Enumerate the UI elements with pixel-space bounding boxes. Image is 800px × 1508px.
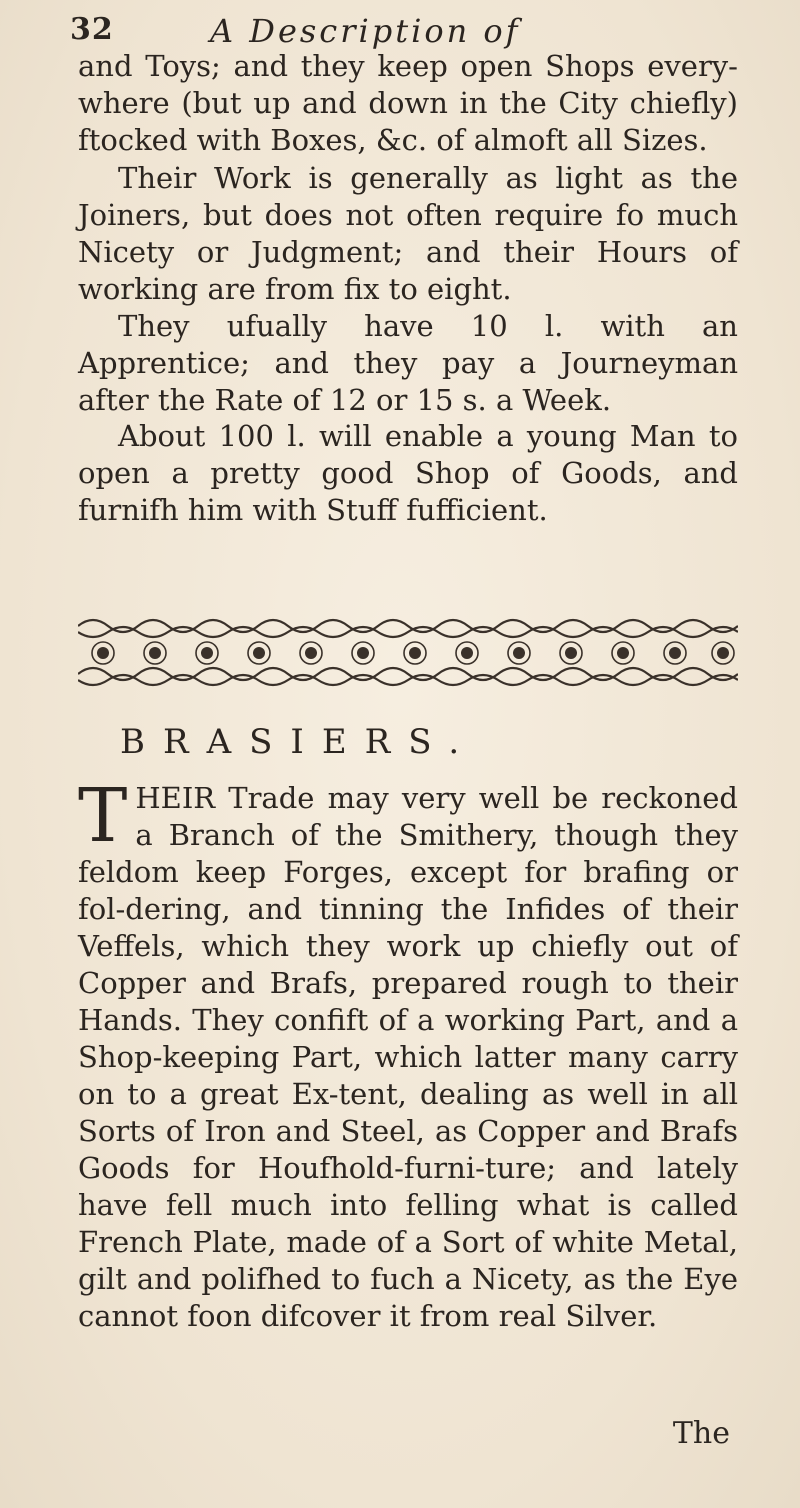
decorative-ornament-band	[78, 612, 738, 692]
paragraph-brasiers	[78, 773, 738, 1335]
running-title: A Description of	[210, 12, 521, 50]
catchword: The	[672, 1416, 730, 1451]
section-heading-brasiers: BRASIERS.	[120, 722, 478, 762]
paragraph-toys: and Toys; and they keep open Shops every-where (but up and down in the City chiefly) ftocked with Boxes, &c. of almoft all Sizes.	[78, 49, 738, 157]
running-head	[70, 12, 730, 52]
paragraph-work: Their Work is generally as light as the Joiners, but does not often require fo much Nicety or Judgment; and their Hours of working are from fix to eight.	[78, 161, 738, 306]
page-number: 32	[70, 12, 114, 47]
paragraph-brasiers-text: HEIR Trade may very well be reckoned a Branch of the Smithery, though they feldom keep Forges, except for brafing or fol-dering, and tinning the Infides of their Veffels, which they work up chiefly out of Copper and Brafs, prepared rough to their Hands. They confift of a working Part, and a Shop-keeping Part, which latter many carry on to a great Ex-tent, dealing as well in all Sorts of Iron and Steel, as Copper and Brafs Goods for Houfhold-furni-ture; and lately have fell much into felling what is called French Plate, made of a Sort of white Metal, gilt and polifhed to fuch a Nicety, as the Eye cannot foon difcover it from real Silver.	[78, 781, 738, 1333]
paragraph-apprentice: They ufually have 10 l. with an Apprentice; and they pay a Journeyman after the Rate of 12 or 15 s. a Week.	[78, 309, 738, 417]
paragraph-capital: About 100 l. will enable a young Man to open a pretty good Shop of Goods, and furnifh him with Stuff fufficient.	[78, 419, 738, 527]
drop-cap: T	[78, 773, 128, 859]
